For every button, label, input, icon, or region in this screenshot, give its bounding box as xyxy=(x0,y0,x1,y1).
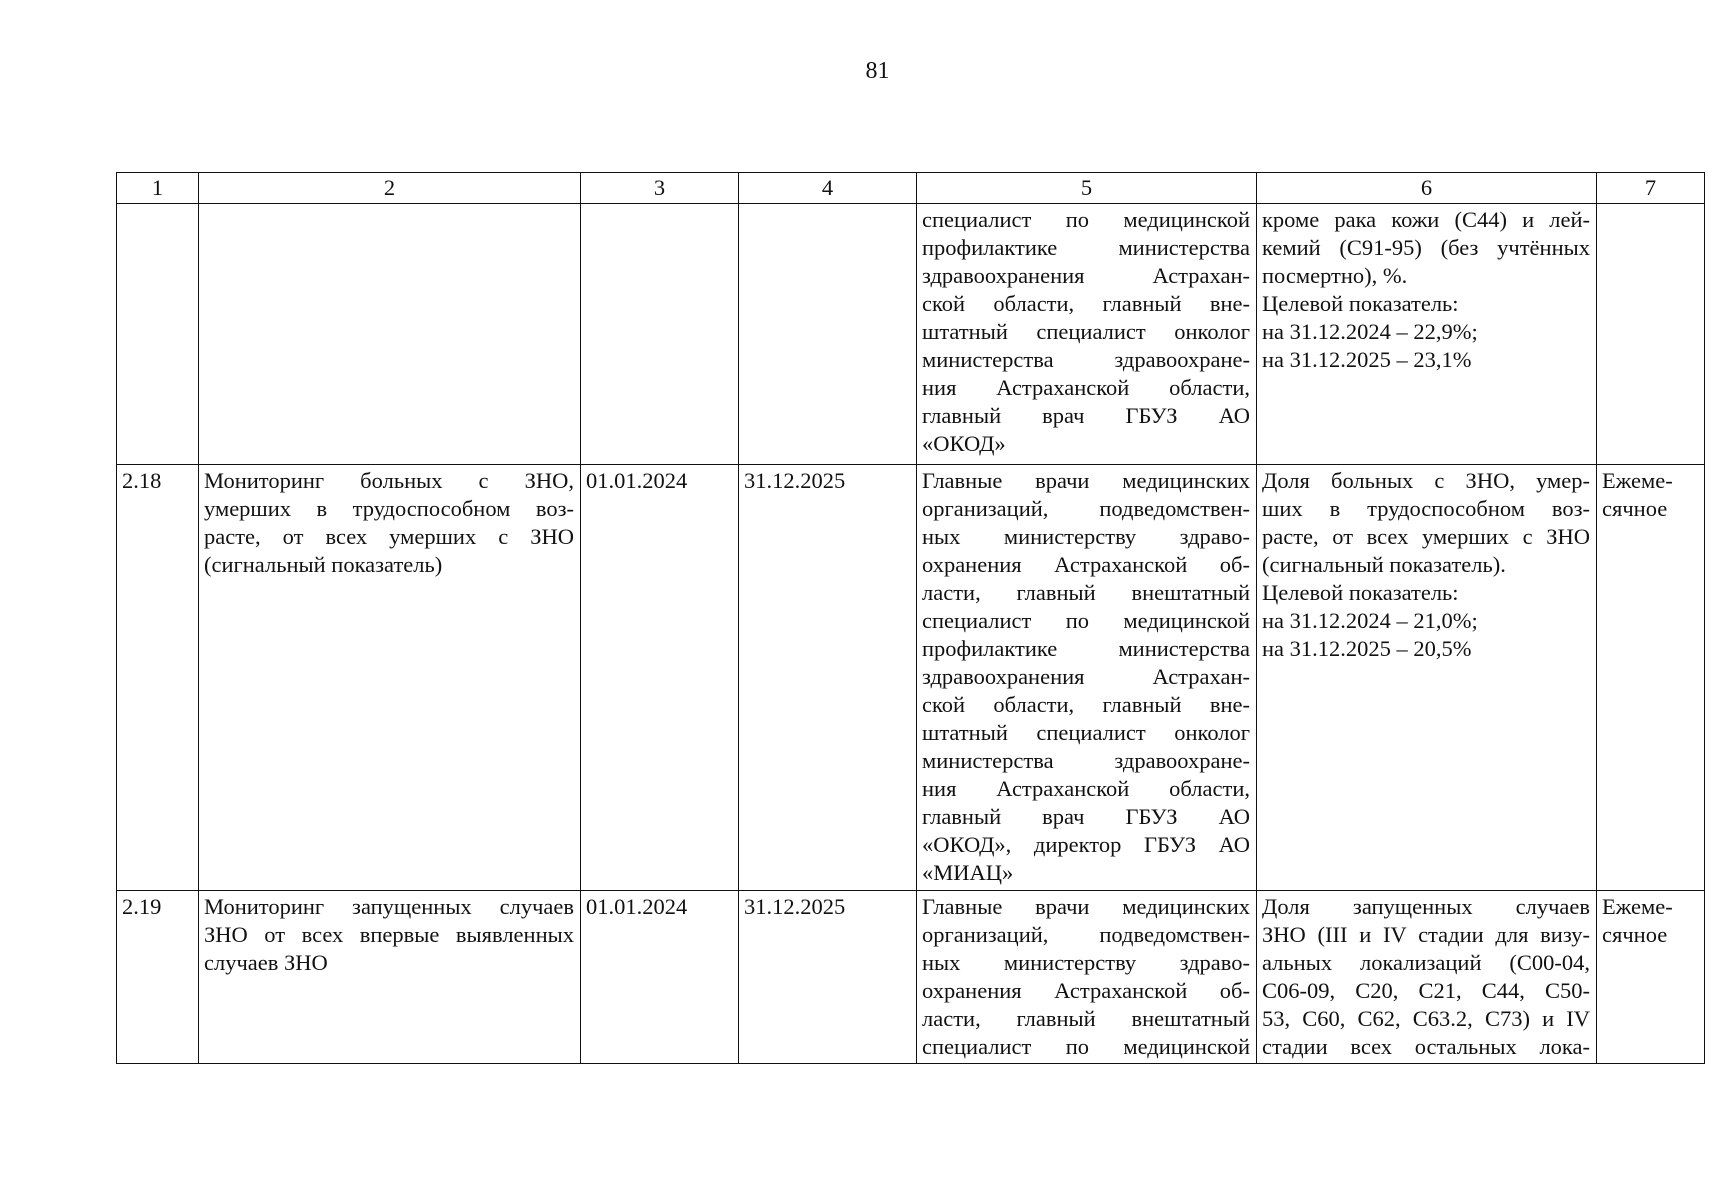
responsible-line: организаций, подведомствен- xyxy=(922,496,1250,521)
indicator-line: стадии всех остальных лока- xyxy=(1262,1034,1590,1059)
event-line: случаев ЗНО xyxy=(204,950,328,975)
cell-frequency xyxy=(1597,204,1705,465)
event-line: ЗНО от всех впервые выявленных xyxy=(204,922,574,947)
responsible-line: министерства здравоохране- xyxy=(922,347,1250,372)
cell-number: 2.19 xyxy=(117,891,199,1064)
indicator-line: расте, от всех умерших с ЗНО xyxy=(1262,524,1590,549)
header-col-1: 1 xyxy=(117,173,199,204)
responsible-line: здравоохранения Астрахан- xyxy=(922,664,1250,689)
responsible-line: «ОКОД», директор ГБУЗ АО xyxy=(922,832,1250,857)
responsible-line: «МИАЦ» xyxy=(922,860,1014,885)
cell-number xyxy=(117,204,199,465)
cell-frequency xyxy=(1597,465,1705,891)
responsible-line: штатный специалист онколог xyxy=(922,720,1250,745)
table-row-continuation xyxy=(117,204,1705,465)
cell-end-date: 31.12.2025 xyxy=(739,891,917,1064)
responsible-line: ных министерству здраво- xyxy=(922,524,1250,549)
responsible-line: ния Астраханской области, xyxy=(922,375,1250,400)
indicator-line: Доля запущенных случаев xyxy=(1262,894,1590,919)
cell-frequency xyxy=(1597,891,1705,1064)
responsible-line: штатный специалист онколог xyxy=(922,319,1250,344)
event-line: умерших в трудоспособном воз- xyxy=(204,496,574,521)
header-col-3: 3 xyxy=(581,173,739,204)
cell-end-date: 31.12.2025 xyxy=(739,465,917,891)
plan-table xyxy=(116,172,1705,1064)
page-number: 81 xyxy=(865,58,890,84)
indicator-line: Целевой показатель: xyxy=(1262,580,1459,605)
header-col-7: 7 xyxy=(1597,173,1705,204)
indicator-line: Доля больных с ЗНО, умер- xyxy=(1262,468,1590,493)
responsible-line: охранения Астраханской об- xyxy=(922,978,1250,1003)
indicator-line: ших в трудоспособном воз- xyxy=(1262,496,1590,521)
indicator-line: 53, С60, С62, С63.2, С73) и IV xyxy=(1262,1006,1590,1031)
responsible-line: специалист по медицинской xyxy=(922,608,1250,633)
indicator-line: на 31.12.2025 – 20,5% xyxy=(1262,636,1472,661)
frequency-line: Ежеме- xyxy=(1602,468,1673,493)
header-col-5: 5 xyxy=(917,173,1257,204)
cell-indicator xyxy=(1257,465,1597,891)
cell-start-date xyxy=(581,204,739,465)
cell-event xyxy=(199,204,581,465)
indicator-line: на 31.12.2024 – 22,9%; xyxy=(1262,319,1478,344)
header-col-6: 6 xyxy=(1257,173,1597,204)
table-row-2-19 xyxy=(117,891,1705,1064)
cell-responsible xyxy=(917,204,1257,465)
responsible-line: «ОКОД» xyxy=(922,431,1006,456)
frequency-line: сячное xyxy=(1602,496,1668,521)
responsible-line: ных министерству здраво- xyxy=(922,950,1250,975)
cell-event xyxy=(199,891,581,1064)
frequency-line: сячное xyxy=(1602,922,1668,947)
responsible-line: ния Астраханской области, xyxy=(922,776,1250,801)
responsible-line: организаций, подведомствен- xyxy=(922,922,1250,947)
responsible-line: Главные врачи медицинских xyxy=(922,468,1250,493)
indicator-line: кроме рака кожи (С44) и лей- xyxy=(1262,207,1590,232)
event-line: (сигнальный показатель) xyxy=(204,552,443,577)
responsible-line: Главные врачи медицинских xyxy=(922,894,1250,919)
responsible-line: ласти, главный внештатный xyxy=(922,580,1250,605)
event-line: расте, от всех умерших с ЗНО xyxy=(204,524,574,549)
frequency-line: Ежеме- xyxy=(1602,894,1673,919)
event-line: Мониторинг больных с ЗНО, xyxy=(204,468,574,493)
indicator-line: альных локализаций (С00-04, xyxy=(1262,950,1590,975)
responsible-line: главный врач ГБУЗ АО xyxy=(922,804,1250,829)
responsible-line: специалист по медицинской xyxy=(922,207,1250,232)
indicator-line: ЗНО (III и IV стадии для визу- xyxy=(1262,922,1590,947)
responsible-line: главный врач ГБУЗ АО xyxy=(922,403,1250,428)
responsible-line: профилактике министерства xyxy=(922,235,1250,260)
header-row xyxy=(117,173,1705,204)
responsible-line: охранения Астраханской об- xyxy=(922,552,1250,577)
responsible-line: министерства здравоохране- xyxy=(922,748,1250,773)
cell-responsible xyxy=(917,891,1257,1064)
indicator-line: С06-09, С20, С21, С44, С50- xyxy=(1262,978,1590,1003)
cell-start-date: 01.01.2024 xyxy=(581,891,739,1064)
indicator-line: (сигнальный показатель). xyxy=(1262,552,1506,577)
responsible-line: здравоохранения Астрахан- xyxy=(922,263,1250,288)
cell-indicator xyxy=(1257,204,1597,465)
responsible-line: специалист по медицинской xyxy=(922,1034,1250,1059)
indicator-line: на 31.12.2025 – 23,1% xyxy=(1262,347,1472,372)
indicator-line: Целевой показатель: xyxy=(1262,291,1459,316)
responsible-line: ской области, главный вне- xyxy=(922,291,1250,316)
responsible-line: ласти, главный внештатный xyxy=(922,1006,1250,1031)
indicator-line: посмертно), %. xyxy=(1262,263,1408,288)
responsible-line: профилактике министерства xyxy=(922,636,1250,661)
indicator-line: на 31.12.2024 – 21,0%; xyxy=(1262,608,1478,633)
cell-start-date: 01.01.2024 xyxy=(581,465,739,891)
cell-number: 2.18 xyxy=(117,465,199,891)
cell-event xyxy=(199,465,581,891)
header-col-2: 2 xyxy=(199,173,581,204)
event-line: Мониторинг запущенных случаев xyxy=(204,894,574,919)
cell-indicator xyxy=(1257,891,1597,1064)
table-row-2-18 xyxy=(117,465,1705,891)
responsible-line: ской области, главный вне- xyxy=(922,692,1250,717)
cell-responsible xyxy=(917,465,1257,891)
cell-end-date xyxy=(739,204,917,465)
indicator-line: кемий (С91-95) (без учтённых xyxy=(1262,235,1590,260)
header-col-4: 4 xyxy=(739,173,917,204)
